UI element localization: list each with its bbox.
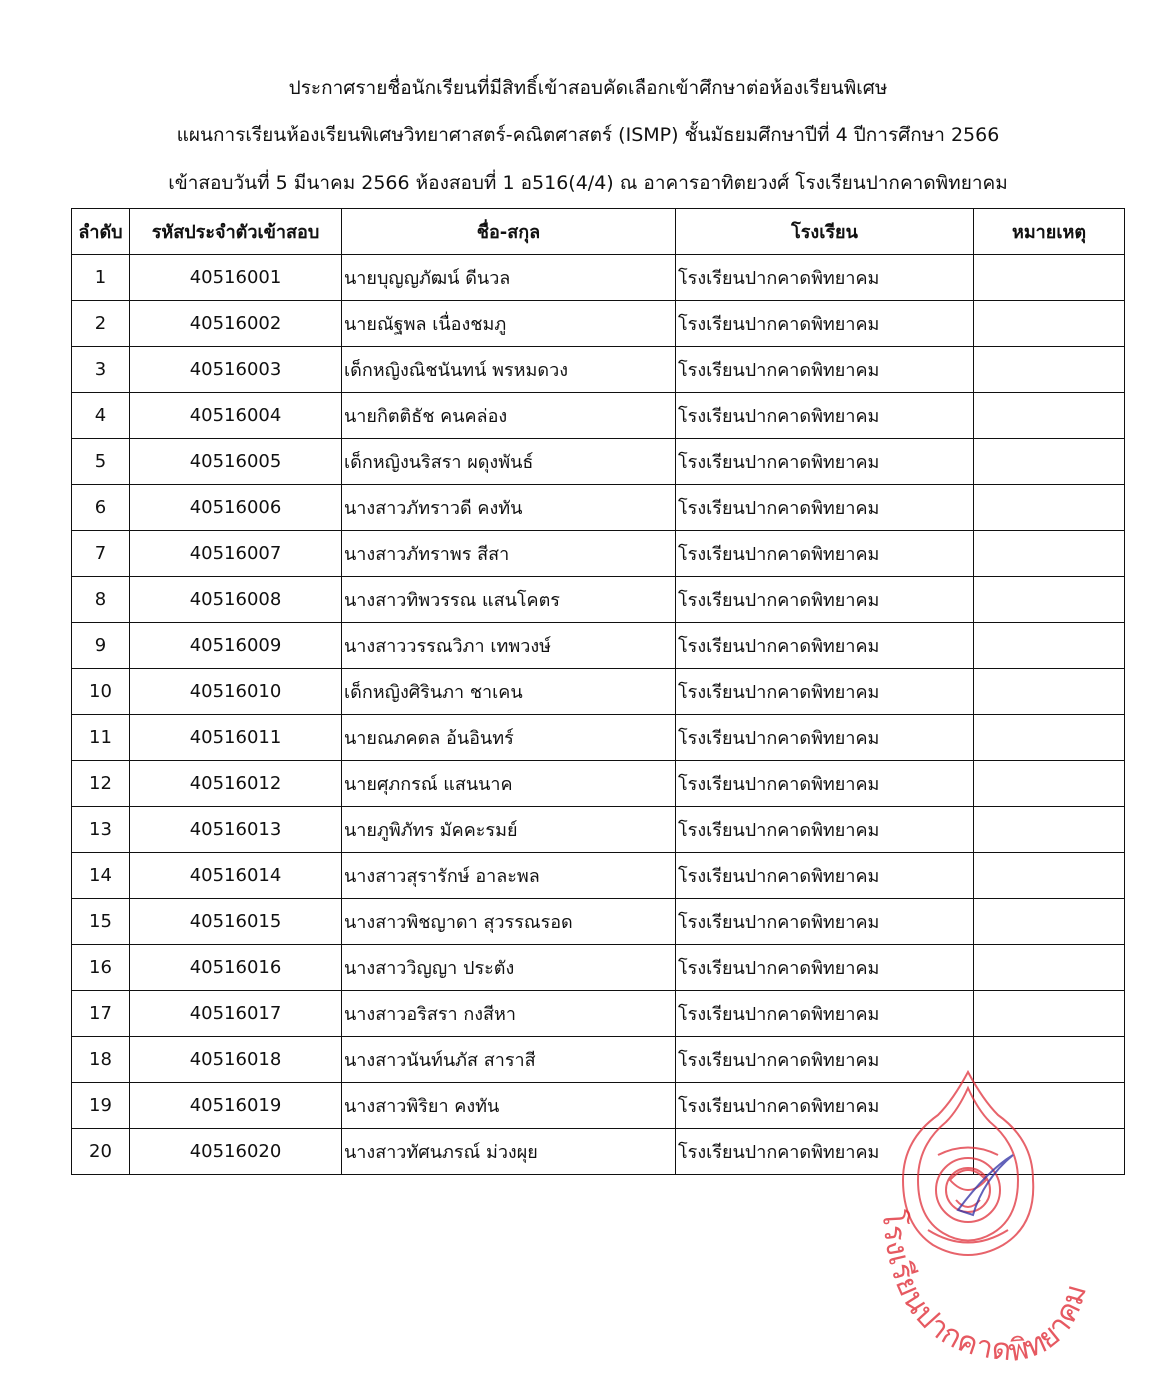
row-number: 6 (72, 485, 130, 531)
note (974, 393, 1125, 439)
school-name: โรงเรียนปากคาดพิทยาคม (676, 1037, 974, 1083)
table-header-row (72, 209, 1125, 255)
student-name: นางสาวนันท์นภัส สาราสี (342, 1037, 676, 1083)
exam-id: 40516008 (130, 577, 342, 623)
student-name: นางสาวทิพวรรณ แสนโคตร (342, 577, 676, 623)
table-row (72, 439, 1125, 485)
school-name: โรงเรียนปากคาดพิทยาคม (676, 715, 974, 761)
note (974, 853, 1125, 899)
exam-id: 40516010 (130, 669, 342, 715)
note (974, 623, 1125, 669)
note (974, 945, 1125, 991)
table-row (72, 301, 1125, 347)
student-name: นายณัฐพล เนื่องชมภู (342, 301, 676, 347)
row-number: 16 (72, 945, 130, 991)
note (974, 1083, 1125, 1129)
note (974, 669, 1125, 715)
exam-id: 40516015 (130, 899, 342, 945)
table-row (72, 485, 1125, 531)
table-row (72, 715, 1125, 761)
school-name: โรงเรียนปากคาดพิทยาคม (676, 899, 974, 945)
note (974, 761, 1125, 807)
student-name: นางสาววรรณวิภา เทพวงษ์ (342, 623, 676, 669)
column-header-name: ชื่อ-สกุล (342, 209, 676, 255)
school-name: โรงเรียนปากคาดพิทยาคม (676, 531, 974, 577)
note (974, 255, 1125, 301)
seal-text: โรงเรียนปากคาดพิทยาคม (874, 1208, 1095, 1370)
exam-id: 40516018 (130, 1037, 342, 1083)
exam-id: 40516007 (130, 531, 342, 577)
school-name: โรงเรียนปากคาดพิทยาคม (676, 255, 974, 301)
table-row (72, 807, 1125, 853)
student-name: นางสาวพิริยา คงทัน (342, 1083, 676, 1129)
table-row (72, 1037, 1125, 1083)
student-name: นายบุญญภัฒน์ ดีนวล (342, 255, 676, 301)
row-number: 20 (72, 1129, 130, 1175)
school-name: โรงเรียนปากคาดพิทยาคม (676, 485, 974, 531)
exam-id: 40516020 (130, 1129, 342, 1175)
school-name: โรงเรียนปากคาดพิทยาคม (676, 991, 974, 1037)
school-name: โรงเรียนปากคาดพิทยาคม (676, 577, 974, 623)
student-name: นายกิตติธัช คนคล่อง (342, 393, 676, 439)
exam-id: 40516012 (130, 761, 342, 807)
table-row (72, 669, 1125, 715)
exam-id: 40516016 (130, 945, 342, 991)
student-name: นางสาวสุรารักษ์ อาละพล (342, 853, 676, 899)
school-name: โรงเรียนปากคาดพิทยาคม (676, 945, 974, 991)
school-name: โรงเรียนปากคาดพิทยาคม (676, 1083, 974, 1129)
row-number: 11 (72, 715, 130, 761)
student-name: นายภูพิภัทร มัคคะรมย์ (342, 807, 676, 853)
exam-id: 40516019 (130, 1083, 342, 1129)
column-header-exam-id: รหัสประจำตัวเข้าสอบ (130, 209, 342, 255)
table-row (72, 991, 1125, 1037)
note (974, 531, 1125, 577)
school-name: โรงเรียนปากคาดพิทยาคม (676, 393, 974, 439)
title-line-3 (0, 171, 1176, 195)
exam-id: 40516011 (130, 715, 342, 761)
title-line-2 (0, 123, 1176, 147)
table-row (72, 577, 1125, 623)
table-row (72, 1129, 1125, 1175)
note (974, 1037, 1125, 1083)
student-roster-table (71, 208, 1125, 1175)
student-name: นางสาวพิชญาดา สุวรรณรอด (342, 899, 676, 945)
note (974, 715, 1125, 761)
column-header-number: ลำดับ (72, 209, 130, 255)
program-subtitle: แผนการเรียนห้องเรียนพิเศษวิทยาศาสตร์-คณิตศาสตร์ (ISMP) ชั้นมัธยมศึกษาปีที่ 4 ปีการศึกษา 2566 (176, 124, 1000, 146)
table-row (72, 255, 1125, 301)
student-name: เด็กหญิงณิชนันทน์ พรหมดวง (342, 347, 676, 393)
note (974, 485, 1125, 531)
announcement-title: ประกาศรายชื่อนักเรียนที่มีสิทธิ์เข้าสอบคัดเลือกเข้าศึกษาต่อห้องเรียนพิเศษ (288, 77, 888, 99)
note (974, 439, 1125, 485)
note (974, 577, 1125, 623)
table-row (72, 531, 1125, 577)
table-row (72, 393, 1125, 439)
title-line-1 (0, 76, 1176, 100)
exam-id: 40516002 (130, 301, 342, 347)
row-number: 8 (72, 577, 130, 623)
table-row (72, 1083, 1125, 1129)
note (974, 347, 1125, 393)
table-row (72, 945, 1125, 991)
exam-id: 40516005 (130, 439, 342, 485)
row-number: 12 (72, 761, 130, 807)
table-row (72, 761, 1125, 807)
row-number: 4 (72, 393, 130, 439)
student-name: นางสาววิญญา ประตัง (342, 945, 676, 991)
column-header-note: หมายเหตุ (974, 209, 1125, 255)
table-row (72, 623, 1125, 669)
row-number: 19 (72, 1083, 130, 1129)
school-name: โรงเรียนปากคาดพิทยาคม (676, 347, 974, 393)
exam-id: 40516001 (130, 255, 342, 301)
student-name: นายศุภกรณ์ แสนนาค (342, 761, 676, 807)
row-number: 1 (72, 255, 130, 301)
student-name: นางสาวภัทราวดี คงทัน (342, 485, 676, 531)
row-number: 14 (72, 853, 130, 899)
student-name: เด็กหญิงนริสรา ผดุงพันธ์ (342, 439, 676, 485)
row-number: 15 (72, 899, 130, 945)
exam-id: 40516004 (130, 393, 342, 439)
exam-id: 40516017 (130, 991, 342, 1037)
row-number: 2 (72, 301, 130, 347)
note (974, 991, 1125, 1037)
school-name: โรงเรียนปากคาดพิทยาคม (676, 853, 974, 899)
note (974, 807, 1125, 853)
row-number: 17 (72, 991, 130, 1037)
student-name: นางสาวอริสรา กงสีหา (342, 991, 676, 1037)
row-number: 7 (72, 531, 130, 577)
table-row (72, 347, 1125, 393)
row-number: 9 (72, 623, 130, 669)
row-number: 18 (72, 1037, 130, 1083)
student-name: เด็กหญิงศิรินภา ชาเคน (342, 669, 676, 715)
note (974, 301, 1125, 347)
row-number: 5 (72, 439, 130, 485)
row-number: 13 (72, 807, 130, 853)
student-name: นางสาวภัทราพร สีสา (342, 531, 676, 577)
school-name: โรงเรียนปากคาดพิทยาคม (676, 1129, 974, 1175)
exam-id: 40516013 (130, 807, 342, 853)
note (974, 899, 1125, 945)
row-number: 3 (72, 347, 130, 393)
school-name: โรงเรียนปากคาดพิทยาคม (676, 301, 974, 347)
school-name: โรงเรียนปากคาดพิทยาคม (676, 669, 974, 715)
row-number: 10 (72, 669, 130, 715)
school-name: โรงเรียนปากคาดพิทยาคม (676, 761, 974, 807)
exam-details: เข้าสอบวันที่ 5 มีนาคม 2566 ห้องสอบที่ 1 อ516(4/4) ณ อาคารอาทิตยวงศ์ โรงเรียนปากคาดพิทยาคม (168, 172, 1008, 194)
student-name: นายณภคดล อ้นอินทร์ (342, 715, 676, 761)
column-header-school: โรงเรียน (676, 209, 974, 255)
exam-id: 40516006 (130, 485, 342, 531)
note (974, 1129, 1125, 1175)
school-name: โรงเรียนปากคาดพิทยาคม (676, 807, 974, 853)
school-name: โรงเรียนปากคาดพิทยาคม (676, 439, 974, 485)
table-row (72, 853, 1125, 899)
school-name: โรงเรียนปากคาดพิทยาคม (676, 623, 974, 669)
student-name: นางสาวทัศนภรณ์ ม่วงผุย (342, 1129, 676, 1175)
exam-id: 40516003 (130, 347, 342, 393)
exam-id: 40516014 (130, 853, 342, 899)
exam-id: 40516009 (130, 623, 342, 669)
table-row (72, 899, 1125, 945)
